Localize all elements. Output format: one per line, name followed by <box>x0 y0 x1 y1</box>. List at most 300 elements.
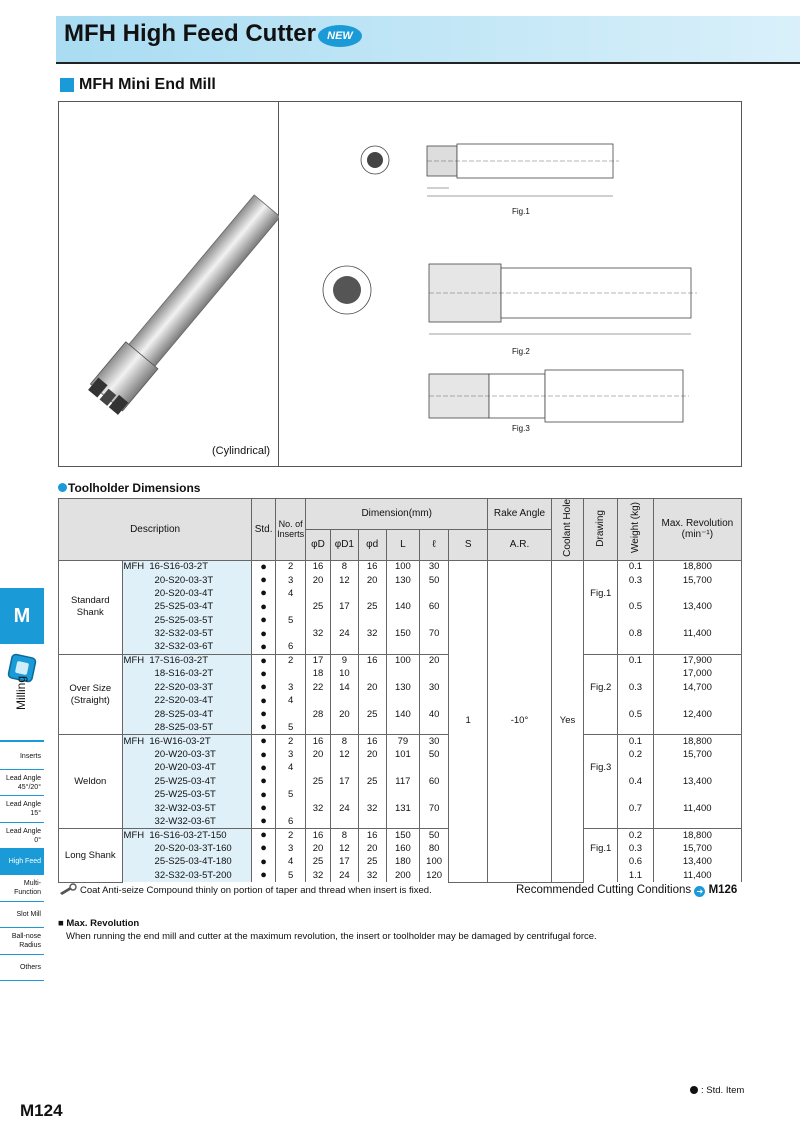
group-label: Weldon <box>59 735 123 829</box>
table-row <box>59 735 742 749</box>
cell-drawing: Fig.2 <box>584 681 618 694</box>
header-L: L <box>386 529 420 560</box>
cell-l: 30 <box>420 735 449 749</box>
cell-dd <box>358 641 386 655</box>
cell-L <box>386 762 420 775</box>
cell-n: 5 <box>276 614 306 627</box>
table-row <box>59 587 742 600</box>
cell-D1 <box>330 815 358 829</box>
page-title: MFH High Feed Cutter <box>64 20 316 47</box>
cell-drawing <box>584 601 618 614</box>
std-bullet-icon: ● <box>252 856 276 869</box>
std-bullet-icon: ● <box>252 815 276 829</box>
cell-dd: 32 <box>358 802 386 815</box>
std-bullet-icon: ● <box>252 601 276 614</box>
cell-D1: 9 <box>330 654 358 668</box>
cell-l <box>420 721 449 735</box>
cell-weight <box>618 668 654 681</box>
header-std: Std. <box>252 499 276 561</box>
cell-D1: 17 <box>330 856 358 869</box>
std-bullet-icon: ● <box>252 748 276 761</box>
cell-L <box>386 668 420 681</box>
cell-D: 32 <box>306 802 331 815</box>
cell-l: 120 <box>420 869 449 882</box>
cell-dd <box>358 789 386 802</box>
table-row <box>59 681 742 694</box>
row-description: 20-S20-03-3T-160 <box>122 842 252 855</box>
cell-dd: 20 <box>358 574 386 587</box>
section-title: MFH Mini End Mill <box>79 76 216 93</box>
cell-D <box>306 762 331 775</box>
cell-n: 2 <box>276 829 306 843</box>
cell-maxrev: 12,400 <box>653 708 741 721</box>
cell-D1: 17 <box>330 601 358 614</box>
cell-weight: 0.2 <box>618 829 654 843</box>
row-description: 25-S25-03-4T <box>122 601 252 614</box>
header-drawing: Drawing <box>584 499 618 561</box>
cell-D <box>306 721 331 735</box>
row-description: 28-S25-03-5T <box>122 721 252 735</box>
row-description: 28-S25-03-4T <box>122 708 252 721</box>
table-row <box>59 641 742 655</box>
photo-caption: (Cylindrical) <box>212 445 271 457</box>
cell-D1 <box>330 789 358 802</box>
cell-L <box>386 815 420 829</box>
cell-weight <box>618 789 654 802</box>
cell-l: 80 <box>420 842 449 855</box>
cell-D1: 24 <box>330 869 358 882</box>
cell-L: 117 <box>386 775 420 788</box>
cell-weight: 0.7 <box>618 802 654 815</box>
cell-n: 5 <box>276 789 306 802</box>
cell-dd: 20 <box>358 842 386 855</box>
cell-l <box>420 668 449 681</box>
cell-D: 16 <box>306 560 331 574</box>
std-bullet-icon: ● <box>252 762 276 775</box>
cell-L: 140 <box>386 601 420 614</box>
cell-L: 150 <box>386 829 420 843</box>
cell-D1: 17 <box>330 775 358 788</box>
cell-drawing <box>584 748 618 761</box>
cell-dd: 25 <box>358 775 386 788</box>
cell-drawing: Fig.1 <box>584 842 618 855</box>
section-marker <box>60 78 74 92</box>
cell-weight <box>618 815 654 829</box>
cell-weight: 0.1 <box>618 560 654 574</box>
std-bullet-icon: ● <box>252 668 276 681</box>
std-bullet-icon: ● <box>252 842 276 855</box>
cell-D1: 14 <box>330 681 358 694</box>
cell-L: 101 <box>386 748 420 761</box>
sidebar-item[interactable]: High Feed <box>0 849 44 875</box>
header-phid: φd <box>358 529 386 560</box>
table-row <box>59 695 742 708</box>
header-dimension: Dimension(mm) <box>306 499 488 530</box>
cell-maxrev: 17,900 <box>653 654 741 668</box>
cell-D: 28 <box>306 708 331 721</box>
table-row <box>59 775 742 788</box>
table-title: Toolholder Dimensions <box>68 481 201 495</box>
sidebar-letter: M <box>0 588 44 644</box>
sidebar-category: Milling <box>14 676 28 711</box>
cell-D: 32 <box>306 627 331 640</box>
cell-maxrev: 11,400 <box>653 627 741 640</box>
cell-L: 100 <box>386 560 420 574</box>
cell-L <box>386 641 420 655</box>
cell-l <box>420 815 449 829</box>
fig2-label: Fig.2 <box>512 347 530 356</box>
row-description: 25-W25-03-4T <box>122 775 252 788</box>
cell-L <box>386 614 420 627</box>
cell-maxrev: 18,800 <box>653 735 741 749</box>
cell-dd: 20 <box>358 681 386 694</box>
cell-dd: 16 <box>358 735 386 749</box>
cell-drawing <box>584 708 618 721</box>
cell-D: 32 <box>306 869 331 882</box>
table-row <box>59 842 742 855</box>
sidebar-item[interactable]: Ball-nose Radius <box>0 928 44 955</box>
std-bullet-icon: ● <box>252 802 276 815</box>
cell-D <box>306 815 331 829</box>
cell-l: 50 <box>420 829 449 843</box>
cell-l <box>420 762 449 775</box>
cell-D: 17 <box>306 654 331 668</box>
std-item-legend: : Std. Item <box>690 1085 744 1096</box>
row-description: MFH 16-W16-03-2T <box>122 735 252 749</box>
std-bullet-icon: ● <box>252 654 276 668</box>
table-row <box>59 869 742 882</box>
cell-maxrev: 18,800 <box>653 829 741 843</box>
dimensions-table <box>58 498 742 883</box>
sidebar-item[interactable]: Multi-Function <box>0 875 44 902</box>
row-description: 32-W32-03-6T <box>122 815 252 829</box>
cell-D1: 8 <box>330 735 358 749</box>
cell-L: 130 <box>386 574 420 587</box>
maxrev-text: When running the end mill and cutter at the maximum revolution, the insert or toolholder may be damaged by centrifugal force. <box>66 931 597 942</box>
cell-weight: 0.3 <box>618 574 654 587</box>
cell-maxrev: 13,400 <box>653 601 741 614</box>
cell-maxrev: 14,700 <box>653 681 741 694</box>
cell-D1: 24 <box>330 802 358 815</box>
cell-D1: 24 <box>330 627 358 640</box>
row-description: MFH 17-S16-03-2T <box>122 654 252 668</box>
cell-n: 5 <box>276 869 306 882</box>
cell-D: 20 <box>306 748 331 761</box>
cell-dd: 32 <box>358 627 386 640</box>
cell-drawing <box>584 695 618 708</box>
cell-L: 140 <box>386 708 420 721</box>
cell-drawing: Fig.3 <box>584 762 618 775</box>
row-description: 25-W25-03-5T <box>122 789 252 802</box>
cell-n: 3 <box>276 842 306 855</box>
antiseize-note: Coat Anti-seize Compound thinly on portion of taper and thread when insert is fixed. <box>80 885 432 896</box>
cell-l: 40 <box>420 708 449 721</box>
cell-maxrev <box>653 695 741 708</box>
cell-D1 <box>330 641 358 655</box>
cell-maxrev: 17,000 <box>653 668 741 681</box>
cell-drawing <box>584 829 618 843</box>
cell-weight <box>618 614 654 627</box>
header-phiD1: φD1 <box>330 529 358 560</box>
cell-drawing <box>584 668 618 681</box>
group-label: Standard Shank <box>59 560 123 654</box>
row-description: 22-S20-03-4T <box>122 695 252 708</box>
table-row <box>59 560 742 574</box>
cell-n: 4 <box>276 762 306 775</box>
table-row <box>59 829 742 843</box>
recommended-link[interactable]: Recommended Cutting Conditions ➔ M126 <box>516 884 738 896</box>
cell-drawing <box>584 856 618 869</box>
cell-D1: 8 <box>330 560 358 574</box>
cell-n: 6 <box>276 641 306 655</box>
cell-maxrev <box>653 789 741 802</box>
cell-l: 60 <box>420 775 449 788</box>
cell-n <box>276 708 306 721</box>
cell-drawing: Fig.1 <box>584 587 618 600</box>
cell-l <box>420 789 449 802</box>
cell-D <box>306 789 331 802</box>
figure-box <box>58 101 742 467</box>
table-row <box>59 627 742 640</box>
cell-n: 2 <box>276 654 306 668</box>
cell-D1 <box>330 614 358 627</box>
row-description: 25-S25-03-5T <box>122 614 252 627</box>
cell-drawing <box>584 735 618 749</box>
cell-drawing <box>584 627 618 640</box>
cell-D: 16 <box>306 829 331 843</box>
cell-n: 6 <box>276 815 306 829</box>
cell-S: 1 <box>449 560 488 882</box>
cell-D1 <box>330 762 358 775</box>
cell-maxrev: 15,700 <box>653 748 741 761</box>
cell-weight <box>618 641 654 655</box>
cell-maxrev: 11,400 <box>653 869 741 882</box>
cell-L <box>386 587 420 600</box>
cell-L: 100 <box>386 654 420 668</box>
cell-dd: 16 <box>358 829 386 843</box>
cell-drawing <box>584 654 618 668</box>
std-bullet-icon: ● <box>252 775 276 788</box>
cell-coolant: Yes <box>551 560 584 882</box>
cell-maxrev <box>653 815 741 829</box>
cell-weight: 0.2 <box>618 748 654 761</box>
cell-D1 <box>330 587 358 600</box>
cell-drawing <box>584 560 618 574</box>
table-row <box>59 721 742 735</box>
cell-D1: 12 <box>330 842 358 855</box>
cell-n: 4 <box>276 856 306 869</box>
cell-dd: 20 <box>358 748 386 761</box>
table-row <box>59 856 742 869</box>
cell-weight: 1.1 <box>618 869 654 882</box>
cell-maxrev <box>653 587 741 600</box>
cell-weight <box>618 762 654 775</box>
cell-l <box>420 587 449 600</box>
std-bullet-icon: ● <box>252 641 276 655</box>
maxrev-heading: ■ Max. Revolution <box>58 918 140 929</box>
std-bullet-icon: ● <box>252 587 276 600</box>
sidebar-item[interactable]: Lead Angle 45°/20° <box>0 770 44 796</box>
header-AR: A.R. <box>488 529 551 560</box>
cell-dd: 16 <box>358 654 386 668</box>
std-dot-icon <box>690 1086 698 1094</box>
sidebar-item[interactable]: Inserts <box>0 744 44 770</box>
table-row <box>59 815 742 829</box>
cell-weight: 0.5 <box>618 601 654 614</box>
cell-maxrev <box>653 721 741 735</box>
cell-D: 25 <box>306 856 331 869</box>
table-row <box>59 668 742 681</box>
cell-weight: 0.8 <box>618 627 654 640</box>
row-description: 18-S16-03-2T <box>122 668 252 681</box>
cell-AR: -10° <box>488 560 551 882</box>
std-bullet-icon: ● <box>252 681 276 694</box>
cell-l <box>420 695 449 708</box>
header-maxrev: Max. Revolution (min⁻¹) <box>653 499 741 561</box>
cell-D: 22 <box>306 681 331 694</box>
std-bullet-icon: ● <box>252 869 276 882</box>
sidebar-item[interactable]: Others <box>0 955 44 981</box>
cell-l: 50 <box>420 748 449 761</box>
cell-weight <box>618 695 654 708</box>
cell-D: 20 <box>306 574 331 587</box>
cell-l: 70 <box>420 802 449 815</box>
header-S: S <box>449 529 488 560</box>
cell-weight <box>618 587 654 600</box>
cell-drawing <box>584 614 618 627</box>
cell-maxrev <box>653 762 741 775</box>
group-label: Over Size (Straight) <box>59 654 123 735</box>
sidebar-item[interactable]: Lead Angle 15° <box>0 796 44 823</box>
fig3-label: Fig.3 <box>512 424 530 433</box>
cell-drawing <box>584 802 618 815</box>
cell-D1 <box>330 695 358 708</box>
cell-n: 4 <box>276 587 306 600</box>
drawing-fig3 <box>399 364 699 424</box>
cell-dd: 16 <box>358 560 386 574</box>
std-bullet-icon: ● <box>252 721 276 735</box>
cell-dd <box>358 721 386 735</box>
cell-L: 160 <box>386 842 420 855</box>
sidebar-item[interactable]: Lead Angle 0° <box>0 823 44 849</box>
cell-D <box>306 614 331 627</box>
page-number: M124 <box>20 1101 63 1120</box>
cell-l: 70 <box>420 627 449 640</box>
cell-dd: 25 <box>358 708 386 721</box>
cell-drawing <box>584 775 618 788</box>
arrow-right-icon: ➔ <box>694 886 705 897</box>
cell-L: 130 <box>386 681 420 694</box>
cell-n: 5 <box>276 721 306 735</box>
cell-weight: 0.6 <box>618 856 654 869</box>
cell-l: 30 <box>420 560 449 574</box>
cell-n: 2 <box>276 735 306 749</box>
bullet-dot <box>58 483 67 492</box>
new-badge: NEW <box>318 25 362 47</box>
table-row <box>59 574 742 587</box>
table-row <box>59 708 742 721</box>
cell-l <box>420 641 449 655</box>
cell-dd <box>358 668 386 681</box>
cell-drawing <box>584 869 618 882</box>
cell-n: 3 <box>276 748 306 761</box>
row-description: 20-W20-03-3T <box>122 748 252 761</box>
cell-l: 20 <box>420 654 449 668</box>
row-description: 22-S20-03-3T <box>122 681 252 694</box>
std-bullet-icon: ● <box>252 735 276 749</box>
header-inserts: No. of Inserts <box>276 499 306 561</box>
cell-maxrev: 13,400 <box>653 775 741 788</box>
std-bullet-icon: ● <box>252 614 276 627</box>
std-bullet-icon: ● <box>252 829 276 843</box>
std-bullet-icon: ● <box>252 708 276 721</box>
table-row <box>59 601 742 614</box>
cell-L: 79 <box>386 735 420 749</box>
cell-maxrev: 13,400 <box>653 856 741 869</box>
group-label: Long Shank <box>59 829 123 883</box>
cell-dd <box>358 695 386 708</box>
cell-l: 30 <box>420 681 449 694</box>
std-bullet-icon: ● <box>252 627 276 640</box>
cell-D1: 8 <box>330 829 358 843</box>
cell-maxrev: 15,700 <box>653 574 741 587</box>
table-row <box>59 802 742 815</box>
cell-L <box>386 721 420 735</box>
table-row <box>59 762 742 775</box>
cell-D: 18 <box>306 668 331 681</box>
cell-D1: 12 <box>330 748 358 761</box>
cell-l: 100 <box>420 856 449 869</box>
cell-D: 16 <box>306 735 331 749</box>
cell-dd: 25 <box>358 601 386 614</box>
cell-drawing <box>584 641 618 655</box>
cell-n: 3 <box>276 681 306 694</box>
cell-weight: 0.4 <box>618 775 654 788</box>
cell-weight: 0.3 <box>618 681 654 694</box>
table-row <box>59 654 742 668</box>
cell-n <box>276 601 306 614</box>
cell-l: 50 <box>420 574 449 587</box>
cell-dd <box>358 587 386 600</box>
row-description: 20-S20-03-4T <box>122 587 252 600</box>
wrench-icon <box>58 883 80 897</box>
std-bullet-icon: ● <box>252 695 276 708</box>
cell-l: 60 <box>420 601 449 614</box>
row-description: 32-S32-03-5T-200 <box>122 869 252 882</box>
cell-dd <box>358 614 386 627</box>
header-weight: Weight (kg) <box>618 499 654 561</box>
drawing-fig2 <box>309 252 709 352</box>
cell-n <box>276 802 306 815</box>
cell-D1: 12 <box>330 574 358 587</box>
row-description: 20-S20-03-3T <box>122 574 252 587</box>
table-row <box>59 748 742 761</box>
cell-n <box>276 775 306 788</box>
std-bullet-icon: ● <box>252 560 276 574</box>
cell-n: 3 <box>276 574 306 587</box>
cell-drawing <box>584 574 618 587</box>
row-description: MFH 16-S16-03-2T <box>122 560 252 574</box>
sidebar-item[interactable]: Slot Mill <box>0 902 44 928</box>
std-bullet-icon: ● <box>252 574 276 587</box>
cell-dd <box>358 815 386 829</box>
header-l: ℓ <box>420 529 449 560</box>
sidebar-rule <box>0 740 44 742</box>
cell-n <box>276 668 306 681</box>
cell-L: 150 <box>386 627 420 640</box>
cell-L <box>386 695 420 708</box>
cell-D <box>306 695 331 708</box>
